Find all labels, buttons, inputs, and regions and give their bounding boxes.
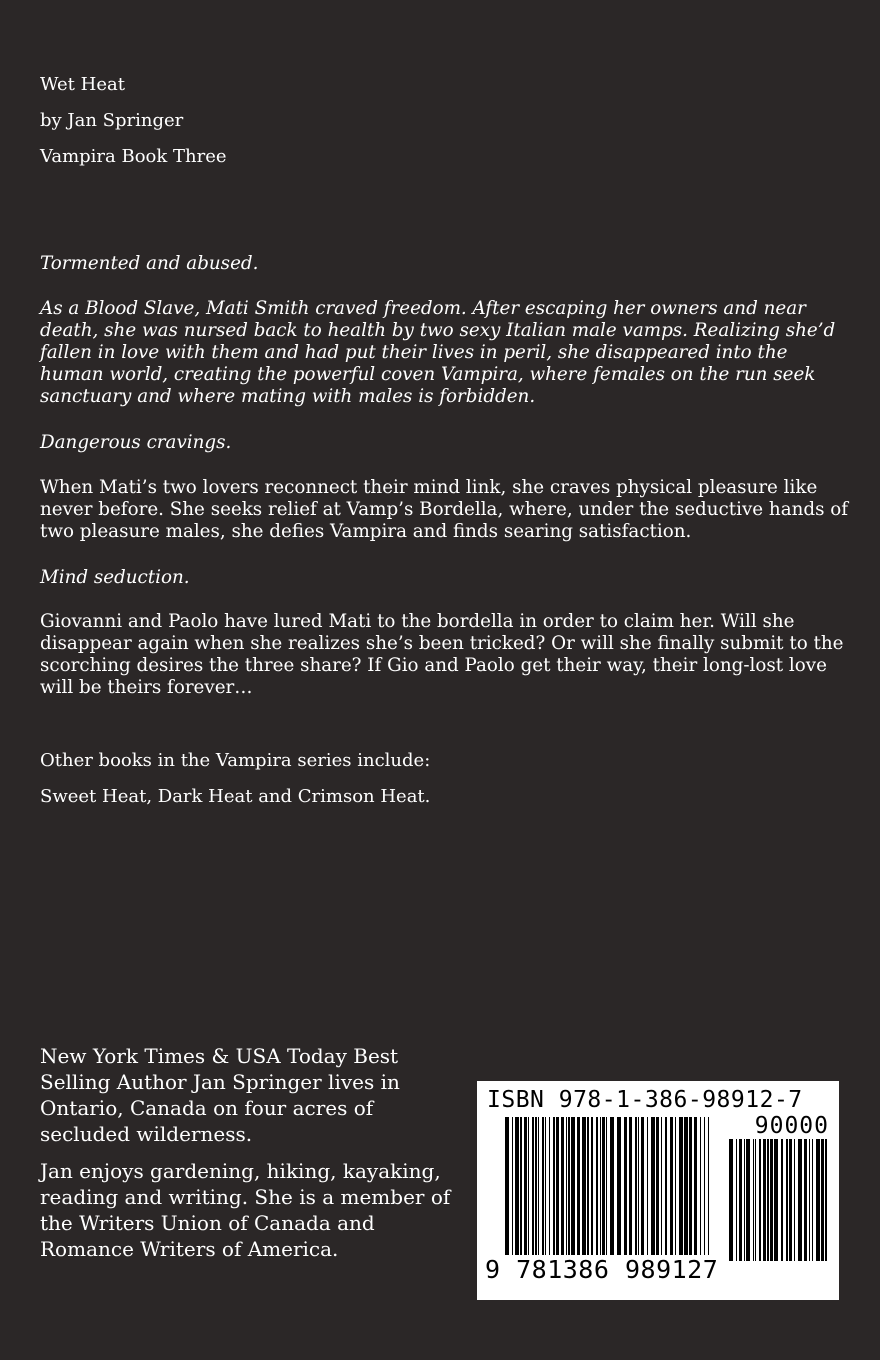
blurb-paragraph-3: Giovanni and Paolo have lured Mati to the bordella in order to claim her. Will she disappear again when she realizes she’s been tricked? Or will she finally submit to the scorching desires the three share? If Gio and Paolo get their way, their long-lost love will be theirs forever… (40, 611, 844, 698)
isbn-label: ISBN 978-1-386-98912-7 (487, 1087, 803, 1113)
series-books: Sweet Heat, Dark Heat and Crimson Heat. (40, 786, 431, 807)
book-title: Wet Heat (40, 74, 125, 95)
blurb-tagline-3: Mind seduction. (40, 567, 190, 588)
blurb-tagline-1: Tormented and abused. (40, 253, 259, 274)
blurb-tagline-2: Dangerous cravings. (40, 432, 232, 453)
price-code: 90000 (754, 1113, 829, 1139)
series-intro: Other books in the Vampira series include: (40, 750, 431, 771)
author-bio-2: Jan enjoys gardening, hiking, kayaking, reading and writing. She is a member of the Writers Union of Canada and Romance Writers of America. (40, 1159, 451, 1261)
book-author: by Jan Springer (40, 110, 184, 131)
book-series: Vampira Book Three (40, 146, 227, 167)
blurb-paragraph-1: As a Blood Slave, Mati Smith craved freedom. After escaping her owners and near death, she was nursed back to health by two sexy Italian male vamps. Realizing she’d fallen in love with them and had put their lives in peril, she disappeared into the human world, creating the powerful coven Vampira, where females on the run seek sanctuary and where mating with males is forbidden. (40, 298, 836, 407)
blurb-paragraph-2: When Mati’s two lovers reconnect their mind link, she craves physical pleasure like never before. She seeks relief at Vamp’s Bordella, where, under the seductive hands of two pleasure males, she defies Vampira and finds searing satisfaction. (40, 477, 849, 542)
ean-digits: 9 781386 989127 (485, 1255, 719, 1284)
isbn-barcode (477, 1081, 839, 1300)
author-bio-1: New York Times & USA Today Best Selling Author Jan Springer lives in Ontario, Canada on four acres of secluded wilderness. (40, 1044, 400, 1146)
